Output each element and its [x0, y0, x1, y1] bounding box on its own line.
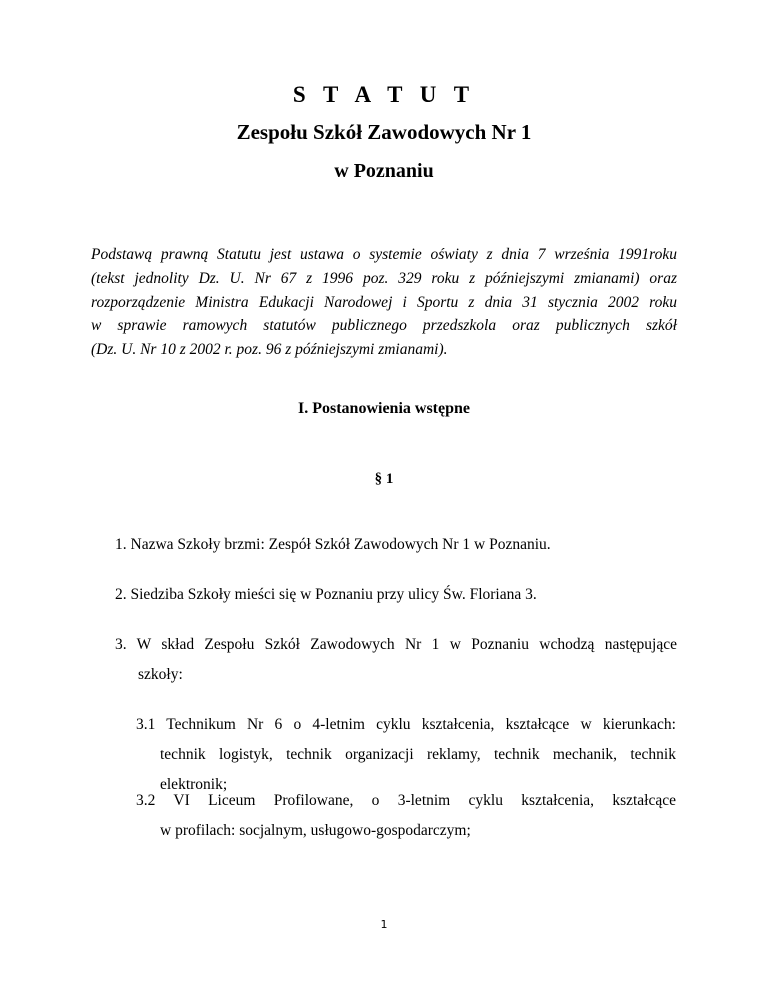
sub-item-3-2-line-2: w profilach: socjalnym, usługowo-gospodarczym; [160, 822, 471, 839]
list-item-3 [115, 630, 677, 690]
preamble-line: (Dz. U. Nr 10 z 2002 r. poz. 96 z późniejszymi zmianami). [91, 341, 448, 359]
preamble-line: rozporządzenie Ministra Edukacji Narodowej i Sportu z dnia 31 stycznia 2002 roku [91, 293, 677, 311]
list-item-3-line-2: szkoły: [138, 666, 183, 683]
preamble-line: w sprawie ramowych statutów publicznego przedszkola oraz publicznych szkół [91, 317, 677, 335]
document-title: S T A T U T [292, 82, 476, 107]
document-subtitle: Zespołu Szkół Zawodowych Nr 1 [236, 120, 532, 144]
preamble-line: Podstawą prawną Statutu jest ustawa o systemie oświaty z dnia 7 września 1991roku [91, 246, 677, 263]
legal-basis-preamble [91, 243, 677, 362]
sub-item-3-1-line-3: elektronik; [160, 776, 228, 793]
list-item-1: 1. Nazwa Szkoły brzmi: Zespół Szkół Zawodowych Nr 1 w Poznaniu. [115, 536, 551, 553]
preamble-line: (tekst jednolity Dz. U. Nr 67 z 1996 poz. 329 roku z późniejszymi zmianami) oraz [91, 269, 677, 287]
sub-item-3-2 [136, 786, 676, 846]
paragraph-sign: § 1 [374, 471, 394, 487]
sub-item-3-1-line-1: 3.1 Technikum Nr 6 o 4-letnim cyklu kształcenia, kształcące w kierunkach: [136, 716, 676, 733]
list-item-3-line-1: 3. W skład Zespołu Szkół Zawodowych Nr 1 w Poznaniu wchodzą następujące [115, 636, 677, 653]
list-item-2: 2. Siedziba Szkoły mieści się w Poznaniu przy ulicy Św. Floriana 3. [115, 586, 537, 603]
sub-item-3-1-line-2: technik logistyk, technik organizacji reklamy, technik mechanik, technik [160, 746, 676, 763]
document-location: w Poznaniu [334, 160, 434, 182]
section-heading: I. Postanowienia wstępne [297, 400, 470, 417]
sub-item-3-2-line-1: 3.2 VI Liceum Profilowane, o 3-letnim cyklu kształcenia, kształcące [136, 792, 676, 809]
page-number: 1 [380, 918, 388, 931]
